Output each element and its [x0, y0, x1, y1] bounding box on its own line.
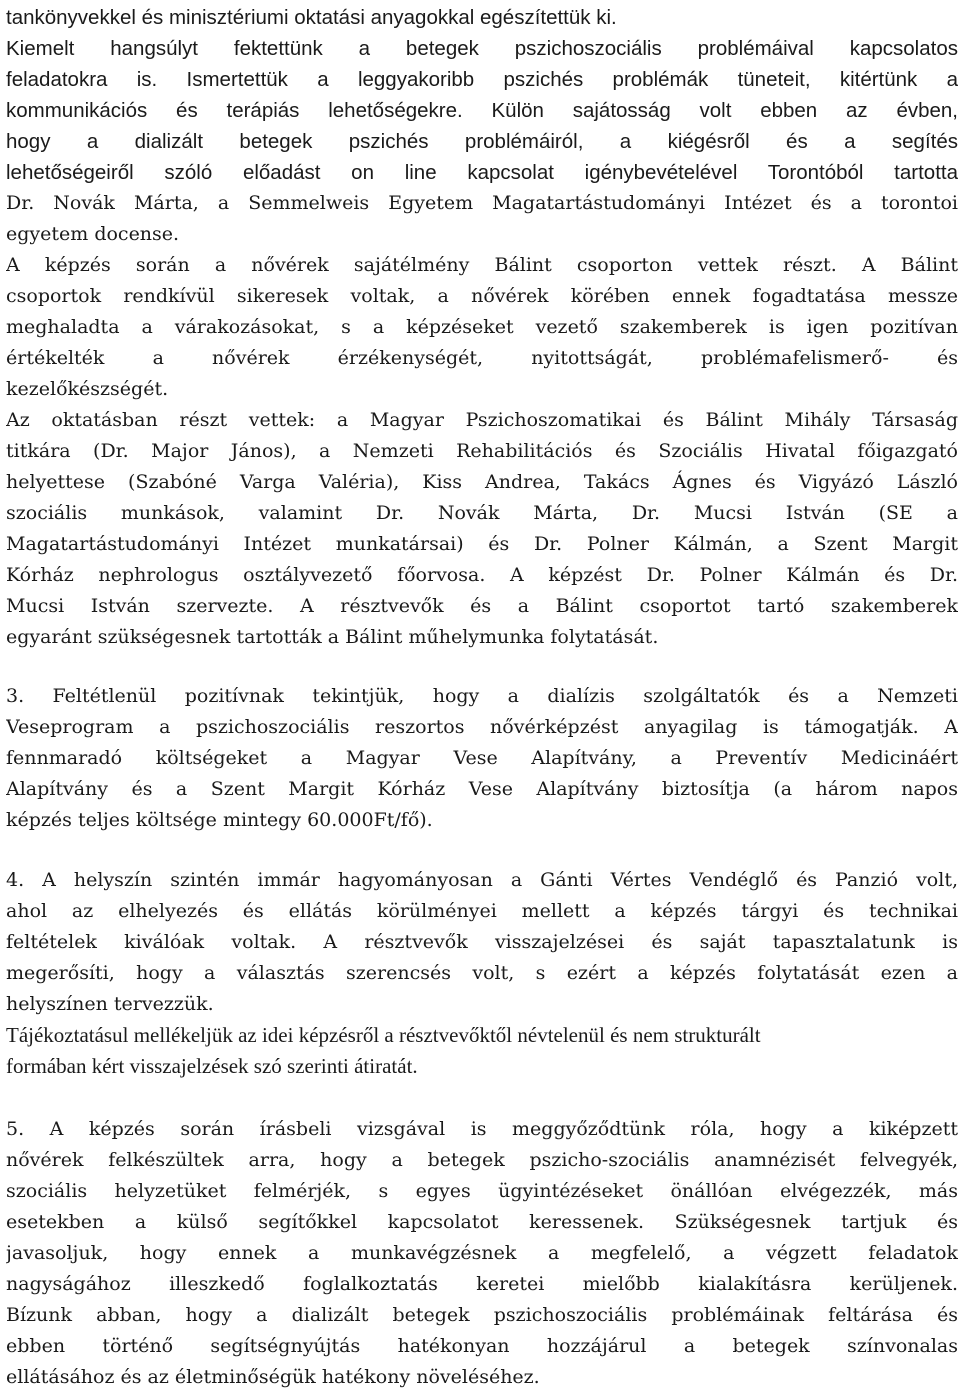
text-line: ahol az elhelyezés és ellátás körülményei mellett a képzés tárgyi és technikai [6, 900, 958, 922]
text-line: Kiemelt hangsúlyt fektettünk a betegek pszichoszociális problémáival kapcsolatos [6, 37, 958, 60]
text-line: esetekben a külső segítőkkel kapcsolatot keressenek. Szükségesnek tartjuk és [6, 1211, 958, 1233]
text-line: Dr. Novák Márta, a Semmelweis Egyetem Magatartástudományi Intézet és a torontoi [6, 192, 958, 214]
text-line: formában kért visszajelzések szó szerinti átiratát. [6, 1054, 418, 1078]
text-line: képzés teljes költsége mintegy 60.000Ft/fő). [6, 809, 433, 831]
text-line: egyetem docense. [6, 223, 180, 245]
text-line: Tájékoztatásul mellékeljük az idei képzésről a résztvevőktől névtelenül és nem strukturált [6, 1023, 761, 1047]
text-line: meghaladta a várakozásokat, s a képzéseket vezető szakemberek is igen pozitívan [6, 316, 958, 338]
text-line: értékelték a nővérek érzékenységét, nyitottságát, problémafelismerő- és [6, 347, 958, 369]
text-line: feltételek kiválóak voltak. A résztvevők visszajelzései és saját tapasztalatunk is [6, 931, 958, 953]
text-line: ebben történő segítségnyújtás hatékonyan hozzájárul a betegek színvonalas [6, 1335, 958, 1357]
text-line: lehetőségeiről szóló előadást on line kapcsolat igénybevételével Torontóból tartotta [6, 161, 958, 184]
text-line: szociális helyzetüket felmérjék, s egyes ügyintézéseket önállóan elvégezzék, más [6, 1180, 958, 1202]
text-line: javasoljuk, hogy ennek a munkavégzésnek a megfelelő, a végzett feladatok [6, 1242, 958, 1264]
text-line: Az oktatásban részt vettek: a Magyar Pszichoszomatikai és Bálint Mihály Társaság [6, 409, 958, 431]
text-line: Alapítvány és a Szent Margit Kórház Vese Alapítvány biztosítja (a három napos [6, 778, 958, 800]
text-line: hogy a dializált betegek pszichés problémáiról, a kiégésről és a segítés [6, 130, 958, 153]
text-line: szociális munkások, valamint Dr. Novák Márta, Dr. Mucsi István (SE a [6, 502, 958, 524]
text-line: 4. A helyszín szintén immár hagyományosan a Gánti Vértes Vendéglő és Panzió volt, [6, 869, 958, 891]
text-line: 5. A képzés során írásbeli vizsgával is meggyőződtünk róla, hogy a kiképzett [6, 1118, 958, 1140]
text-line: Magatartástudományi Intézet munkatársai) és Dr. Polner Kálmán, a Szent Margit [6, 533, 958, 555]
text-line: fennmaradó költségeket a Magyar Vese Alapítvány, a Preventív Medicináért [6, 747, 958, 769]
text-line: titkára (Dr. Major János), a Nemzeti Rehabilitációs és Szociális Hivatal főigazgató [6, 440, 958, 462]
text-line: 3. Feltétlenül pozitívnak tekintjük, hogy a dialízis szolgáltatók és a Nemzeti [6, 685, 958, 707]
text-line: nővérek felkészültek arra, hogy a betegek pszicho-szociális anamnézisét felvegyék, [6, 1149, 958, 1171]
text-line: tankönyvekkel és minisztériumi oktatási anyagokkal egészítettük ki. [6, 6, 617, 29]
text-line: Kórház nephrologus osztályvezető főorvosa. A képzést Dr. Polner Kálmán és Dr. [6, 564, 958, 586]
text-line: Bízunk abban, hogy a dializált betegek pszichoszociális problémáinak feltárása és [6, 1304, 958, 1326]
text-line: megerősíti, hogy a választás szerencsés volt, s ezért a képzés folytatását ezen a [6, 962, 958, 984]
text-line: kezelőkészségét. [6, 378, 169, 400]
text-line: A képzés során a nővérek sajátélmény Bálint csoporton vettek részt. A Bálint [6, 254, 958, 276]
text-line: Mucsi István szervezte. A résztvevők és a Bálint csoportot tartó szakemberek [6, 595, 958, 617]
text-line: ellátásához és az életminőségük hatékony növeléséhez. [6, 1366, 540, 1388]
text-line: kommunikációs és terápiás lehetőségekre. Külön sajátosság volt ebben az évben, [6, 99, 958, 122]
text-line: feladatokra is. Ismertettük a leggyakoribb pszichés problémák tüneteit, kitértünk a [6, 68, 958, 91]
text-line: helyettese (Szabóné Varga Valéria), Kiss Andrea, Takács Ágnes és Vigyázó László [6, 471, 958, 493]
text-line: csoportok rendkívül sikeresek voltak, a nővérek körében ennek fogadtatása messze [6, 285, 958, 307]
text-line: helyszínen tervezzük. [6, 993, 214, 1015]
text-line: nagyságához illeszkedő foglalkoztatás keretei mielőbb kialakításra kerüljenek. [6, 1273, 958, 1295]
text-line: egyaránt szükségesnek tartották a Bálint műhelymunka folytatását. [6, 626, 659, 648]
text-line: Veseprogram a pszichoszociális reszortos nővérképzést anyagilag is támogatják. A [6, 716, 958, 738]
